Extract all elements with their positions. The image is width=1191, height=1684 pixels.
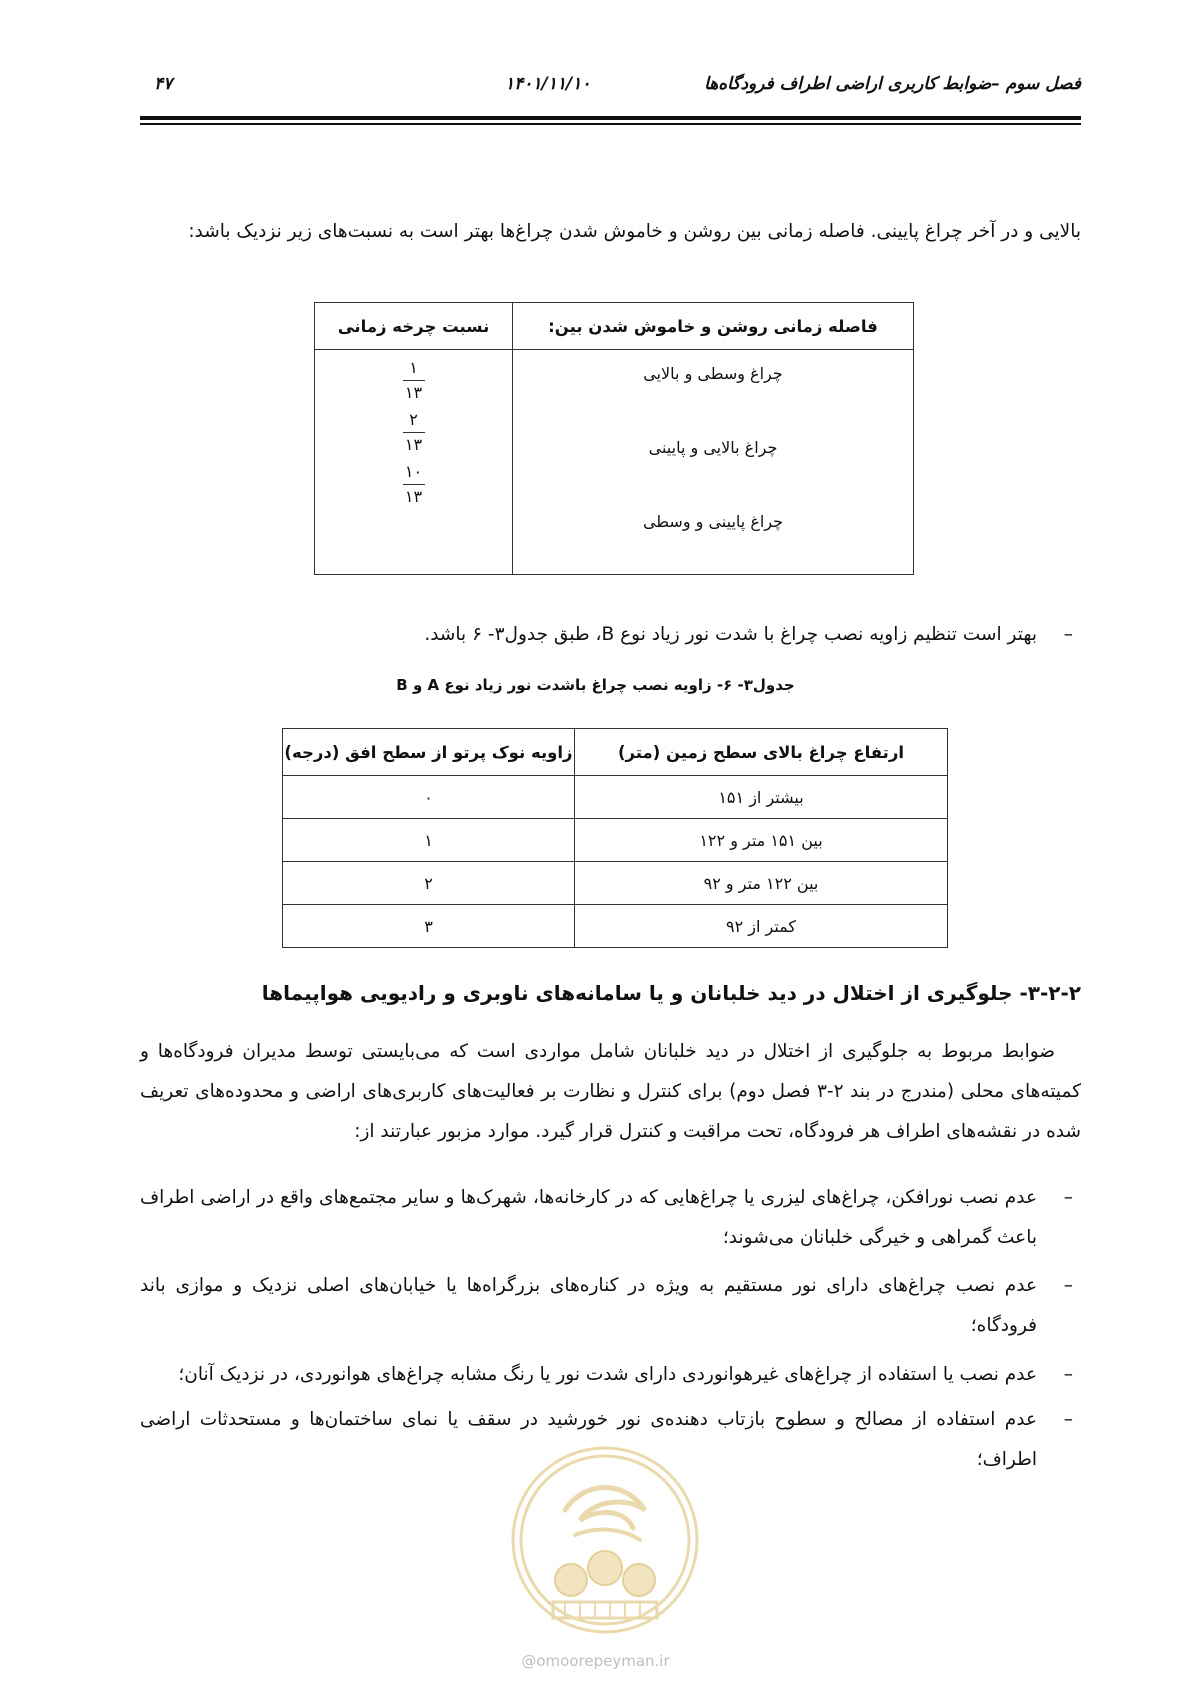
bullet-text: عدم نصب چراغ‌های دارای نور مستقیم به ویژه در کناره‌های بزرگراه‌ها یا خیابان‌های اصلی نزدیک و موازی باند فرودگاه؛ bbox=[140, 1275, 1037, 1336]
header-date: ۱۴۰۱/۱۱/۱۰ bbox=[505, 74, 591, 94]
ratio-fraction bbox=[403, 358, 425, 403]
table-row bbox=[283, 776, 948, 819]
bullet-item bbox=[140, 1266, 1081, 1346]
section-paragraph: ضوابط مربوط به جلوگیری از اختلال در دید خلبانان شامل مواردی است که می‌بایستی توسط مدیران فرودگاه‌ها و کمیته‌های محلی (مندرج در بند ۲-۳ فصل دوم) برای کنترل و نظارت بر فعالیت‌های کاربری‌های اراضی و محدوده‌های تعریف شده در نقشه‌های اطراف هر فرودگاه، تحت مراقبت و کنترل قرار گیرد. موارد مزبور عبارتند از: bbox=[140, 1041, 1082, 1142]
timing-label: چراغ بالایی و پایینی bbox=[648, 438, 778, 457]
bullet-dash: – bbox=[1063, 624, 1073, 645]
bullet-item bbox=[140, 1355, 1081, 1395]
page-number: ۴۷ bbox=[154, 74, 173, 94]
height-cell: بین ۱۲۲ متر و ۹۲ bbox=[575, 862, 948, 905]
table-row bbox=[283, 819, 948, 862]
angle-cell: ۳ bbox=[283, 905, 575, 948]
installation-angle-table bbox=[282, 728, 948, 948]
angle-note: بهتر است تنظیم زاویه نصب چراغ با شدت نور زیاد نوع B، طبق جدول۳- ۶ باشد. bbox=[424, 624, 1037, 645]
timing-table-header-ratio: نسبت چرخه زمانی bbox=[315, 303, 513, 350]
height-cell: بیشتر از ۱۵۱ bbox=[575, 776, 948, 819]
bullet-dash: – bbox=[1063, 1275, 1073, 1296]
bullet-dash: – bbox=[1063, 1364, 1073, 1385]
bullet-dash: – bbox=[1063, 1187, 1073, 1208]
ratio-fraction bbox=[403, 410, 425, 455]
angle-cell: ۲ bbox=[283, 862, 575, 905]
fraction-numerator: ۱۰ bbox=[404, 462, 423, 481]
bullet-item bbox=[140, 1178, 1081, 1258]
fraction-denominator: ۱۳ bbox=[404, 383, 423, 402]
timing-label: چراغ وسطی و بالایی bbox=[643, 364, 783, 383]
table-row bbox=[283, 905, 948, 948]
timing-ratio-table bbox=[314, 302, 914, 575]
page-header bbox=[140, 70, 1081, 100]
fraction-bar bbox=[403, 380, 425, 381]
ratio-fraction bbox=[403, 462, 425, 507]
angle-cell: ۱ bbox=[283, 819, 575, 862]
bullet-text: عدم نصب نورافکن، چراغ‌های لیزری یا چراغ‌هایی که در کارخانه‌ها، شهرک‌ها و سایر مجتمع‌های واقع در اراضی اطراف باعث گمراهی و خیرگی خلبانان می‌شوند؛ bbox=[140, 1187, 1037, 1248]
section-heading: ۳-۲-۲- جلوگیری از اختلال در دید خلبانان و یا سامانه‌های ناوبری و رادیویی هواپیماها bbox=[261, 981, 1081, 1005]
bullet-item bbox=[140, 615, 1081, 655]
timing-labels-cell bbox=[513, 350, 914, 575]
watermark-url: @omoorepeyman.ir bbox=[521, 1652, 670, 1670]
header-rule-thin bbox=[140, 123, 1081, 125]
timing-label: چراغ پایینی و وسطی bbox=[642, 512, 784, 531]
fraction-numerator: ۲ bbox=[409, 410, 418, 429]
angle-table-header-angle: زاویه نوک پرتو از سطح افق (درجه) bbox=[283, 729, 575, 776]
fraction-bar bbox=[403, 432, 425, 433]
fraction-bar bbox=[403, 484, 425, 485]
angle-table-header-height: ارتفاع چراغ بالای سطح زمین (متر) bbox=[575, 729, 948, 776]
fraction-denominator: ۱۳ bbox=[404, 487, 423, 506]
angle-cell: ۰ bbox=[283, 776, 575, 819]
chapter-title: فصل سوم –ضوابط کاربری اراضی اطراف فرودگاه‌ها bbox=[704, 74, 1081, 94]
fraction-denominator: ۱۳ bbox=[404, 435, 423, 454]
watermark-seal-logo bbox=[505, 1440, 705, 1640]
bullet-dash: – bbox=[1063, 1409, 1073, 1430]
fraction-numerator: ۱ bbox=[409, 358, 418, 377]
intro-paragraph: بالایی و در آخر چراغ پایینی. فاصله زمانی بین روشن و خاموش شدن چراغ‌ها بهتر است به نسبت‌های زیر نزدیک باشد: bbox=[188, 221, 1081, 242]
height-cell: کمتر از ۹۲ bbox=[575, 905, 948, 948]
header-rule-thick bbox=[140, 116, 1081, 120]
timing-ratios-cell bbox=[315, 350, 513, 575]
bullet-text: عدم نصب یا استفاده از چراغ‌های غیرهوانوردی دارای شدت نور یا رنگ مشابه چراغ‌های هوانوردی، در نزدیک آنان؛ bbox=[178, 1364, 1037, 1385]
table-row bbox=[283, 862, 948, 905]
bullet-text: عدم استفاده از مصالح و سطوح بازتاب دهنده‌ی نور خورشید در سقف یا نمای ساختمان‌ها و مستحدثات اراضی اطراف؛ bbox=[140, 1409, 1037, 1470]
timing-table-header-interval: فاصله زمانی روشن و خاموش شدن بین: bbox=[513, 303, 914, 350]
height-cell: بین ۱۵۱ متر و ۱۲۲ bbox=[575, 819, 948, 862]
table-caption: جدول۳- ۶- زاویه نصب چراغ باشدت نور زیاد نوع A و B bbox=[396, 676, 795, 694]
